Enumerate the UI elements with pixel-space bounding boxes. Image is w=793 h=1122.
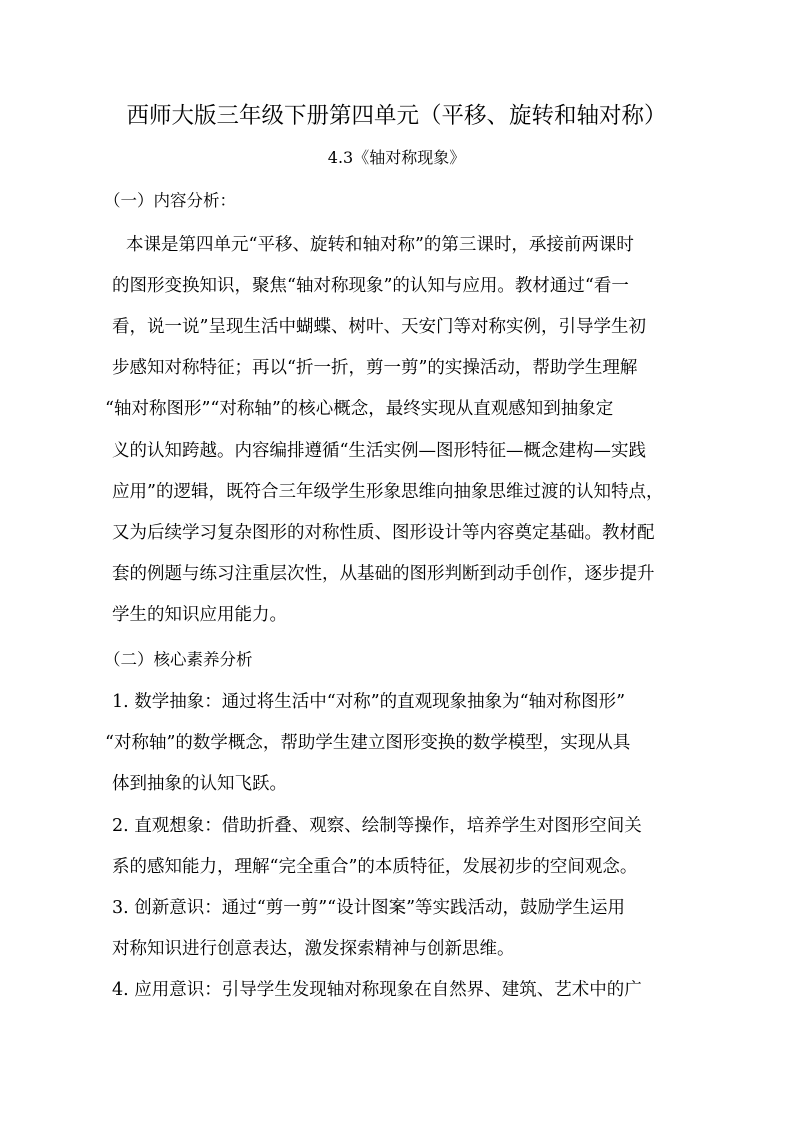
- lesson-subtitle: 4.3《轴对称现象》: [327, 148, 466, 167]
- list-item-line: 4. 应用意识：引导学生发现轴对称现象在自然界、建筑、艺术中的广: [112, 980, 642, 1000]
- list-item-line: 系的感知能力，理解“完全重合”的本质特征，发展初步的空间观念。: [112, 857, 638, 877]
- paragraph-line: 应用”的逻辑，既符合三年级学生形象思维向抽象思维过渡的认知特点，: [112, 482, 664, 502]
- paragraph-line: 看，说一说”呈现生活中蝴蝶、树叶、天安门等对称实例，引导学生初: [112, 317, 646, 337]
- paragraph-line: 学生的知识应用能力。: [112, 605, 287, 625]
- list-item-line: 1. 数学抽象：通过将生活中“对称”的直观现象抽象为“轴对称图形”: [112, 692, 626, 712]
- list-item-line: “对称轴”的数学概念，帮助学生建立图形变换的数学模型，实现从具: [105, 733, 631, 753]
- section-heading-content-analysis: （一）内容分析：: [104, 191, 236, 210]
- document-title: 西师大版三年级下册第四单元（平移、旋转和轴对称）: [126, 103, 667, 129]
- paragraph-line: 套的例题与练习注重层次性，从基础的图形判断到动手创作，逐步提升: [112, 564, 655, 584]
- list-item-line: 对称知识进行创意表达，激发探索精神与创新思维。: [112, 939, 515, 959]
- paragraph-line: “轴对称图形”“对称轴”的核心概念，最终实现从直观感知到抽象定: [105, 399, 614, 419]
- list-item-line: 2. 直观想象：借助折叠、观察、绘制等操作，培养学生对图形空间关: [112, 816, 642, 836]
- paragraph-line: 的图形变换知识，聚焦“轴对称现象”的认知与应用。教材通过“看一: [112, 276, 629, 296]
- list-item-line: 体到抽象的认知飞跃。: [112, 774, 287, 794]
- section-heading-core-literacy: （二）核心素养分析: [104, 650, 253, 669]
- paragraph-line: 本课是第四单元“平移、旋转和轴对称”的第三课时，承接前两课时: [126, 235, 634, 255]
- paragraph-line: 步感知对称特征；再以“折一折，剪一剪”的实操活动，帮助学生理解: [112, 358, 638, 378]
- list-item-line: 3. 创新意识：通过“剪一剪”“设计图案”等实践活动，鼓励学生运用: [112, 898, 626, 918]
- paragraph-line: 义的认知跨越。内容编排遵循“生活实例—图形特征—概念建构—实践: [112, 441, 646, 461]
- paragraph-line: 又为后续学习复杂图形的对称性质、图形设计等内容奠定基础。教材配: [112, 523, 655, 543]
